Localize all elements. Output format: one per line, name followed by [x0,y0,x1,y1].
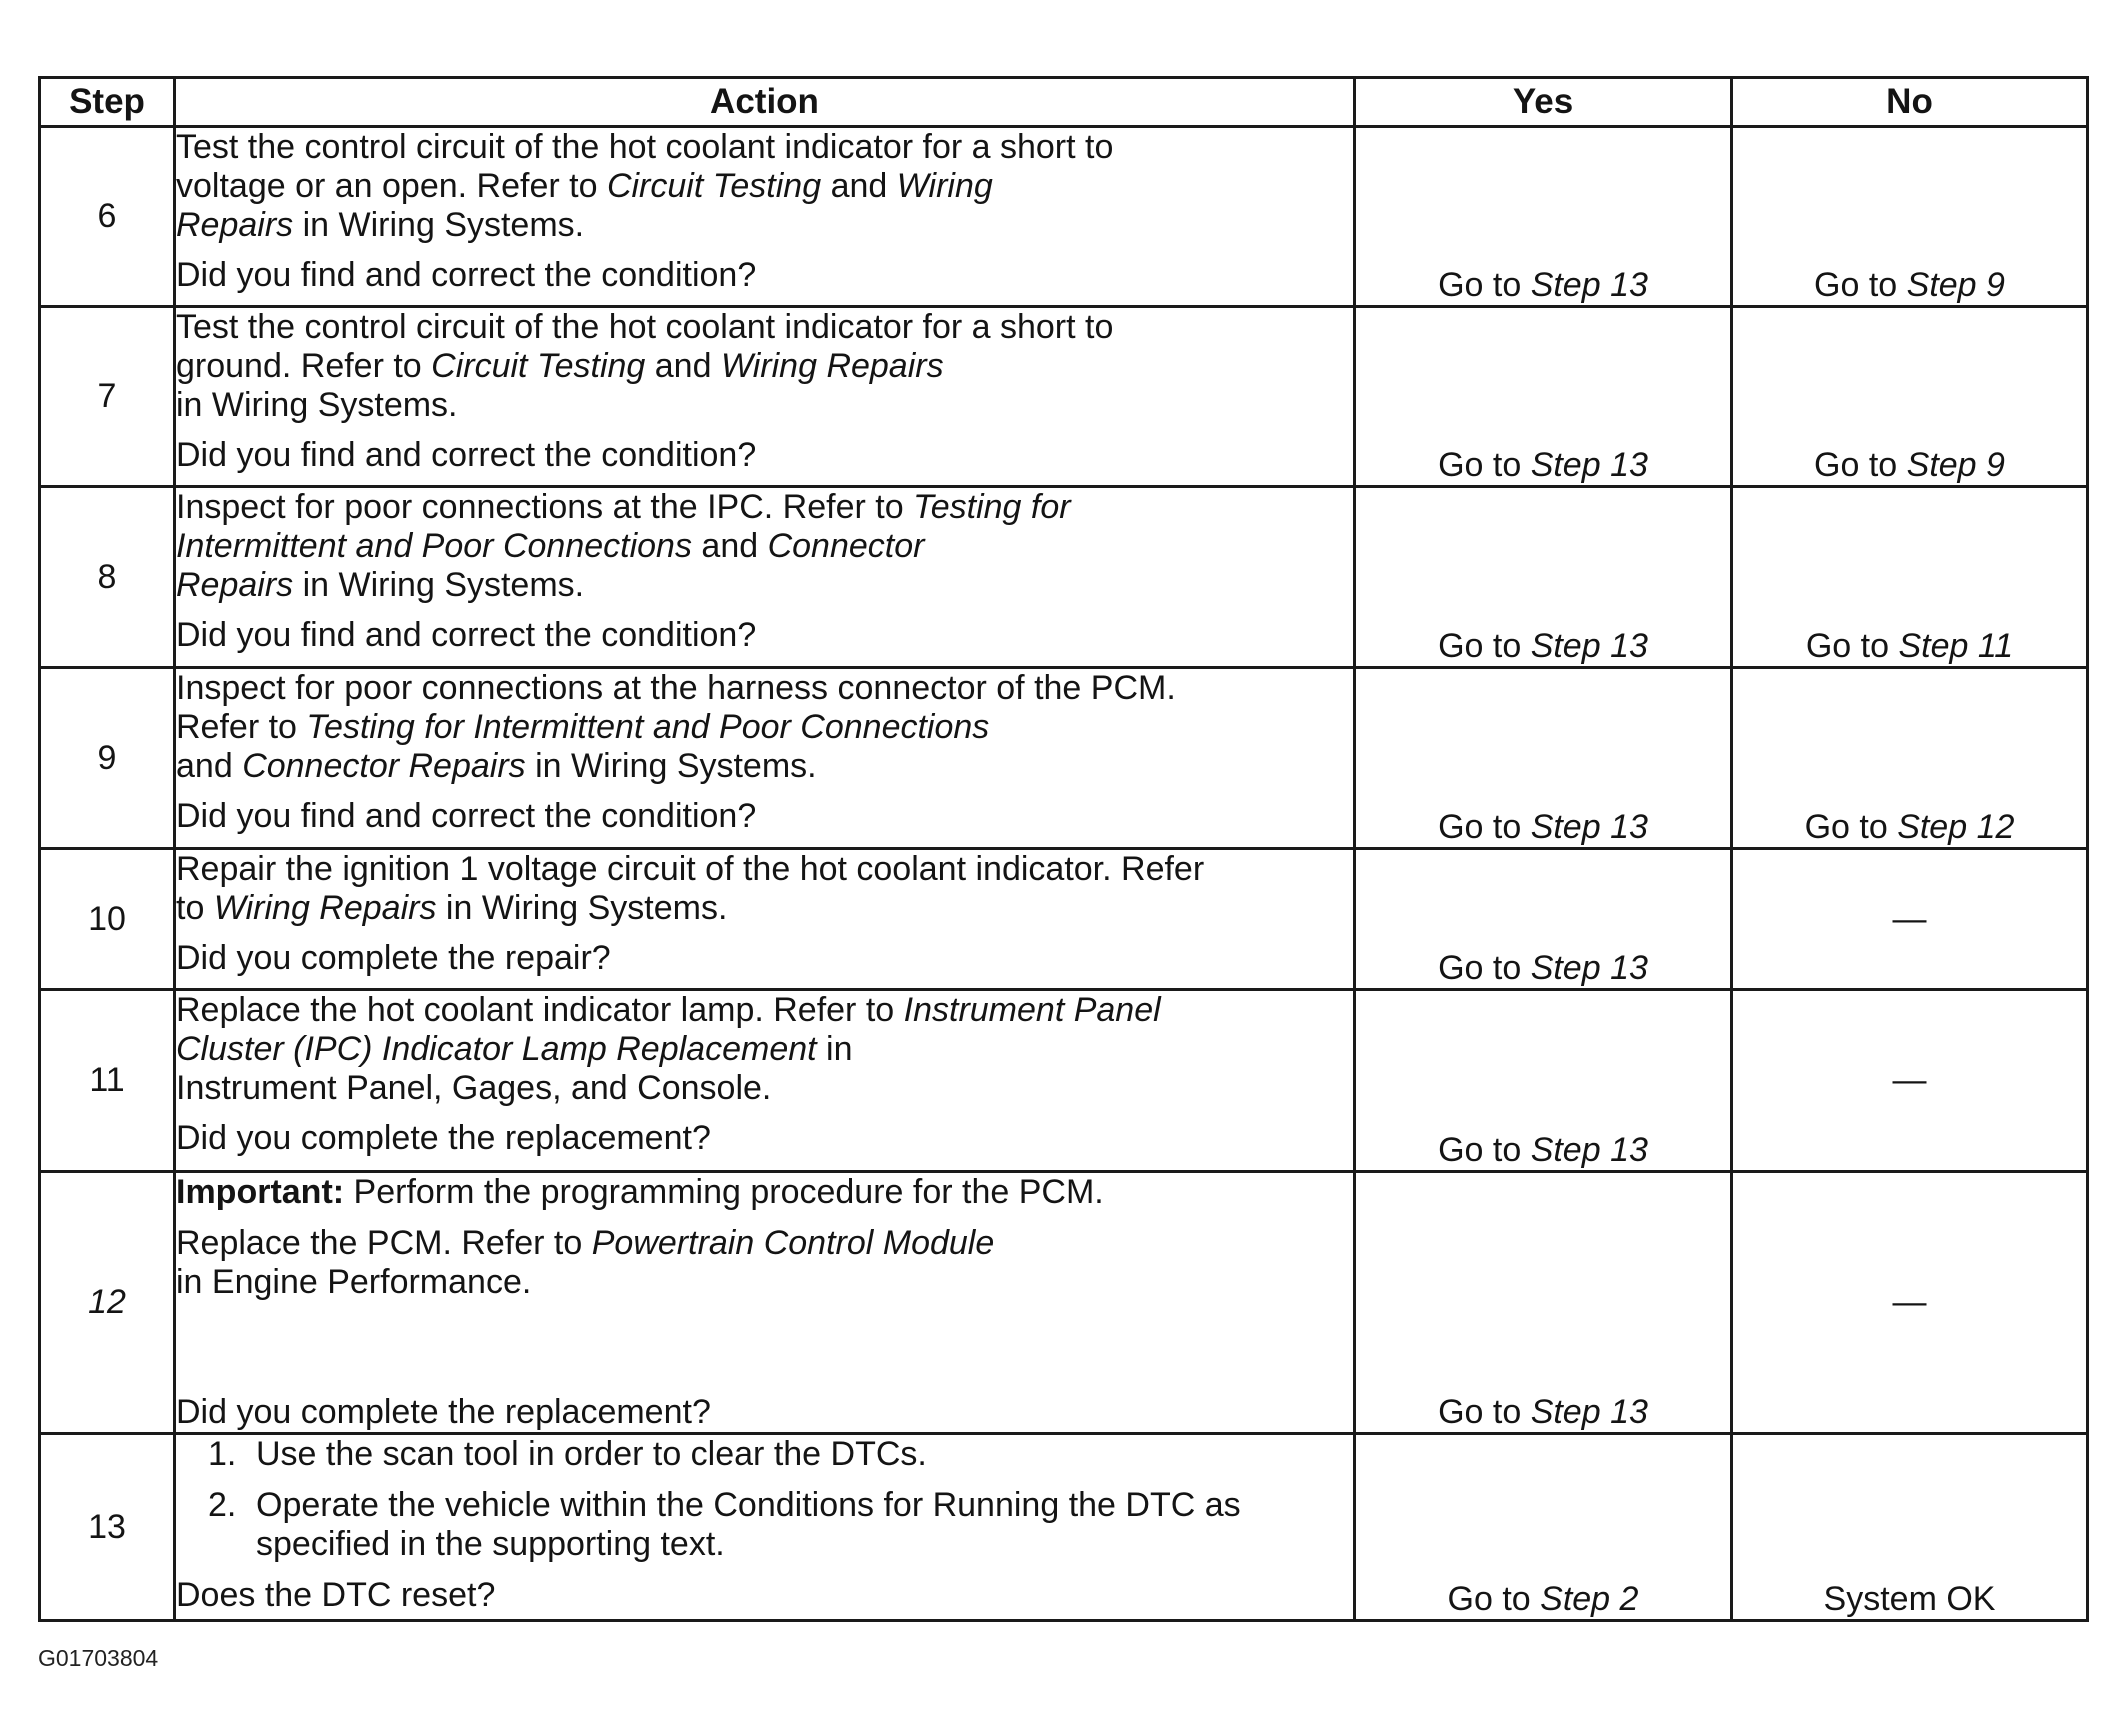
action-question: Did you find and correct the condition? [176,616,757,654]
action-question: Did you find and correct the condition? [176,797,757,835]
no-result: Go to Step 12 [1732,668,2088,849]
action-question: Did you complete the replacement? [176,1119,711,1157]
action-question: Did you complete the replacement? [176,1393,711,1431]
step-number: 6 [40,127,175,307]
step-number: 13 [40,1434,175,1621]
diagnostic-table [38,76,2089,1622]
header-action: Action [175,78,1355,127]
table-row [40,487,2088,668]
action-cell [175,307,1355,487]
no-result: — [1732,1172,2088,1434]
action-text: Test the control circuit of the hot coolant indicator for a short to voltage or an open. Refer to Circuit Testing and Wiring Repairs in Wiring Systems. [176,128,1114,244]
table-row [40,1434,2088,1621]
table-row [40,990,2088,1172]
step-number: 11 [40,990,175,1172]
no-result: Go to Step 9 [1732,127,2088,307]
important-label: Important: [176,1173,345,1211]
action-text: Replace the hot coolant indicator lamp. Refer to Instrument Panel Cluster (IPC) Indicator Lamp Replacement in Instrument Panel, Gages, and Console. [176,991,1161,1107]
table-row [40,668,2088,849]
yes-result: Go to Step 13 [1355,487,1732,668]
action-text: Replace the PCM. Refer to Powertrain Control Module in Engine Performance. [176,1224,995,1301]
action-cell [175,487,1355,668]
action-cell [175,1434,1355,1621]
list-text: Operate the vehicle within the Conditions for Running the DTC as specified in the supporting text. [256,1486,1241,1563]
yes-result: Go to Step 13 [1355,849,1732,990]
table-row [40,1172,2088,1434]
yes-result: Go to Step 13 [1355,1172,1732,1434]
list-item [176,1486,1353,1564]
table-row [40,307,2088,487]
figure-id: G01703804 [38,1645,159,1671]
action-cell [175,127,1355,307]
step-number: 7 [40,307,175,487]
numbered-list [176,1435,1353,1564]
action-cell [175,990,1355,1172]
no-result: Go to Step 11 [1732,487,2088,668]
list-text: Use the scan tool in order to clear the DTCs. [256,1435,927,1473]
table-row [40,127,2088,307]
yes-result: Go to Step 13 [1355,127,1732,307]
no-result: — [1732,849,2088,990]
step-number: 12 [40,1172,175,1434]
action-text: Test the control circuit of the hot coolant indicator for a short to ground. Refer to Circuit Testing and Wiring Repairs in Wiring Systems. [176,308,1114,424]
yes-result: Go to Step 13 [1355,990,1732,1172]
no-result: — [1732,990,2088,1172]
action-question: Does the DTC reset? [176,1576,496,1614]
action-cell [175,1172,1355,1434]
list-item [176,1435,1353,1474]
list-number: 1. [208,1435,237,1473]
no-result: Go to Step 9 [1732,307,2088,487]
header-no: No [1732,78,2088,127]
action-cell [175,668,1355,849]
yes-result: Go to Step 2 [1355,1434,1732,1621]
step-number: 8 [40,487,175,668]
action-text: Inspect for poor connections at the harness connector of the PCM. Refer to Testing for Intermittent and Poor Connections and Connector Repairs in Wiring Systems. [176,669,1176,785]
action-question: Did you complete the repair? [176,939,611,977]
step-number: 9 [40,668,175,849]
action-cell [175,849,1355,990]
table-row [40,849,2088,990]
header-step: Step [40,78,175,127]
action-text: Inspect for poor connections at the IPC. Refer to Testing for Intermittent and Poor Connections and Connector Repairs in Wiring Systems. [176,488,1071,604]
yes-result: Go to Step 13 [1355,307,1732,487]
yes-result: Go to Step 13 [1355,668,1732,849]
action-question: Did you find and correct the condition? [176,256,757,294]
important-note [176,1173,1353,1212]
action-text: Repair the ignition 1 voltage circuit of the hot coolant indicator. Refer to Wiring Repairs in Wiring Systems. [176,850,1205,927]
list-number: 2. [208,1486,237,1524]
header-row [40,78,2088,127]
header-yes: Yes [1355,78,1732,127]
important-text: Perform the programming procedure for the PCM. [344,1173,1104,1211]
action-question: Did you find and correct the condition? [176,436,757,474]
step-number: 10 [40,849,175,990]
no-result: System OK [1732,1434,2088,1621]
